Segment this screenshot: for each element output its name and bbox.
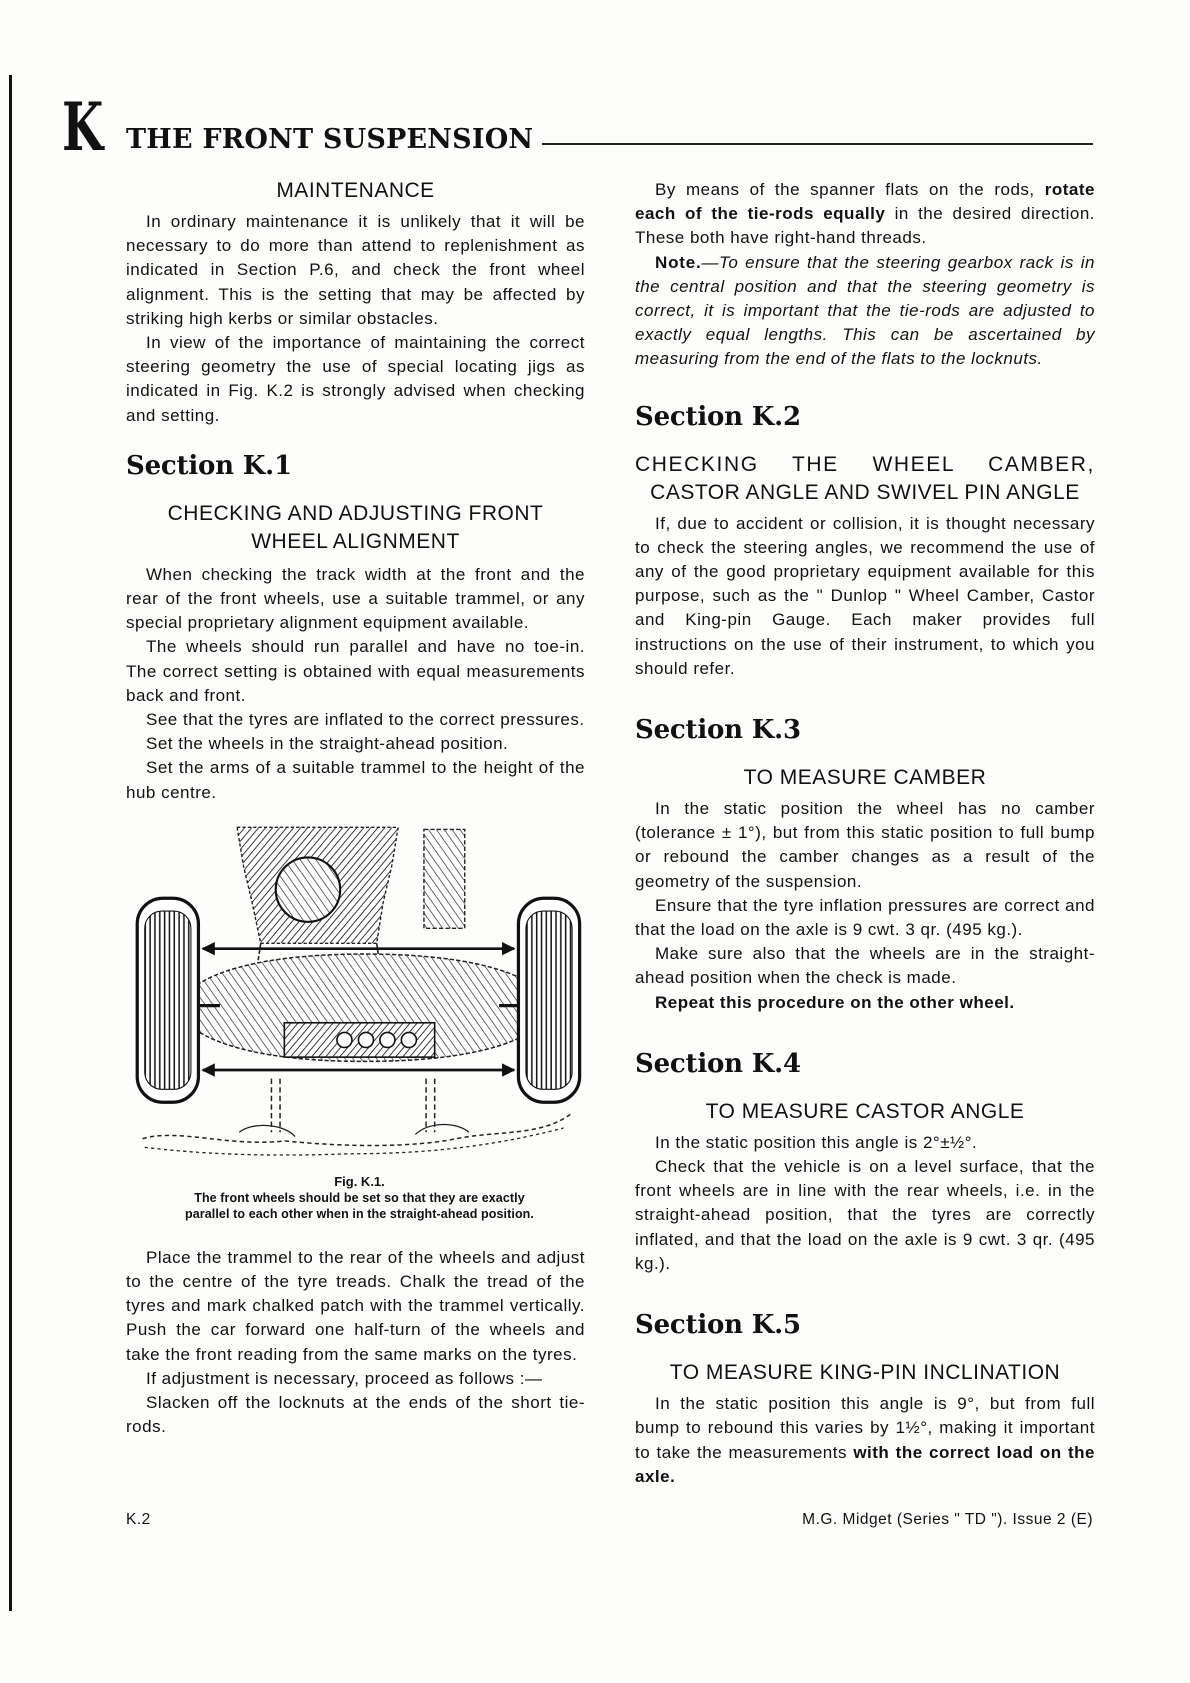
- section-k5-heading: Section K.5: [635, 1310, 801, 1341]
- section-k4-subheading: TO MEASURE CASTOR ANGLE: [705, 1099, 1025, 1123]
- k3-bold-paragraph: Repeat this procedure on the other wheel.: [655, 992, 1015, 1012]
- subheading-line: CASTOR ANGLE AND SWIVEL PIN ANGLE: [650, 480, 1080, 504]
- k3-paragraph: In the static position the wheel has no camber (tolerance ± 1°), but from this static position to full bump or rebound the camber changes as a result of the geometry of the suspension.: [635, 799, 1095, 891]
- subheading-line: CHECKING AND ADJUSTING FRONT: [167, 501, 544, 525]
- bold-text-run: rotate each of the tie-rods equally: [635, 180, 1095, 224]
- front-valance-outline: [143, 1113, 573, 1146]
- text-run: By means of the spanner flats on the rods,: [655, 180, 1045, 199]
- k1-paragraph: See that the tyres are inflated to the correct pressures.: [146, 710, 585, 730]
- note-text: —To ensure that the steering gearbox rack is in the central position and that the steering geometry is correct, it is important that the tie-rods are adjusted to exactly equal lengths. This can be ascertained by measuring from the end of the flats to the locknuts.: [635, 252, 1095, 369]
- bold-text-run: with the correct load on the axle.: [635, 1442, 1095, 1486]
- caption-line: parallel to each other when in the straight-ahead position.: [184, 1206, 534, 1221]
- k1-paragraph: The wheels should run parallel and have no toe-in. The correct setting is obtained with equal measurements back and front.: [126, 637, 585, 705]
- k5-paragraph: [635, 1392, 1095, 1489]
- text-run: In the static position this angle is 9°, but from full bump to rebound this varies by 1½°, making it important to take the measurements: [635, 1394, 1095, 1462]
- k3-paragraph: Ensure that the tyre inflation pressures are correct and that the load on the axle is 9 cwt. 3 qr. (495 kg.).: [635, 895, 1095, 940]
- section-letter: K: [62, 88, 104, 166]
- page-number: K.2: [126, 1511, 151, 1528]
- bolt-hole: [358, 1032, 373, 1047]
- k4-paragraph: Check that the vehicle is on a level surface, that the front wheels are in line with the rear wheels, i.e. in the straight-ahead position, that the tyres are correctly inflated, and that the load on the axle is 9 cwt. 3 qr. (495 kg.).: [635, 1157, 1095, 1273]
- k1-paragraph: Place the trammel to the rear of the wheels and adjust to the centre of the tyre treads. Chalk the tread of the tyres and mark chalked patch with the trammel vertically. Push the car forward one half-turn of the wheels and take the front reading from the same marks on the tyres.: [126, 1247, 585, 1364]
- section-k4-heading: Section K.4: [635, 1048, 801, 1079]
- binding-edge-line: [9, 75, 12, 1611]
- bolt-hole: [380, 1032, 395, 1047]
- right-column: [635, 178, 1095, 1489]
- gear-housing: [276, 857, 340, 921]
- section-k3-subheading: TO MEASURE CAMBER: [743, 766, 987, 790]
- k3-paragraph: Make sure also that the wheels are in the straight-ahead position when the check is made.: [635, 944, 1095, 988]
- tie-rod-paragraph: [635, 178, 1095, 251]
- section-k5-subheading: TO MEASURE KING-PIN INCLINATION: [669, 1361, 1061, 1385]
- k1-paragraph: If adjustment is necessary, proceed as follows :—: [146, 1368, 543, 1388]
- subheading-line: CHECKING THE WHEEL CAMBER,: [635, 452, 1095, 476]
- note-paragraph: [635, 251, 1095, 372]
- front-valance-lower: [145, 1128, 564, 1155]
- k1-paragraph: Set the wheels in the straight-ahead position.: [146, 734, 509, 754]
- k1-paragraph: Slacken off the locknuts at the ends of the short tie-rods.: [126, 1393, 585, 1437]
- k1-paragraph: Set the arms of a suitable trammel to the height of the hub centre.: [126, 758, 585, 802]
- text-run: in the desired direction. These both have right-hand threads.: [635, 204, 1095, 248]
- figure-caption: [134, 1190, 585, 1222]
- bolt-hole: [401, 1032, 416, 1047]
- section-k2-subheading: [635, 451, 1095, 507]
- publication-info: M.G. Midget (Series " TD "). Issue 2 (E): [802, 1511, 1093, 1528]
- page-title: THE FRONT SUSPENSION: [126, 124, 534, 155]
- left-column: [126, 177, 585, 1439]
- right-tyre-tread: [526, 911, 572, 1089]
- section-k1-heading: Section K.1: [126, 450, 292, 481]
- figure-label: Fig. K.1.: [334, 1173, 385, 1189]
- bolt-hole: [337, 1032, 352, 1047]
- maintenance-paragraph: In view of the importance of maintaining the correct steering geometry the use of special locating jigs as indicated in Fig. K.2 is strongly advised when checking and setting.: [126, 333, 585, 425]
- k2-paragraph: If, due to accident or collision, it is thought necessary to check the steering angles, we recommend the use of any of the good proprietary equipment available for this purpose, such as the " Dunlop " Wheel Camber, Castor and King-pin Gauge. Each maker provides full instructions on the use of their instrument, to which you should refer.: [635, 513, 1095, 678]
- k1-paragraph: When checking the track width at the front and the rear of the front wheels, use a suitable trammel, or any special proprietary alignment equipment available.: [126, 564, 585, 633]
- caption-line: The front wheels should be set so that they are exactly: [194, 1190, 525, 1205]
- title-rule: [542, 143, 1093, 145]
- frame-bracket: [424, 829, 465, 928]
- maintenance-paragraph: In ordinary maintenance it is unlikely that it will be necessary to do more than attend to replenishment as indicated in Section P.6, and check the front wheel alignment. This is the setting that may be affected by striking high kerbs or similar obstacles.: [126, 212, 585, 328]
- left-tyre-tread: [145, 911, 191, 1089]
- subheading-line: WHEEL ALIGNMENT: [251, 529, 460, 553]
- note-label: Note.: [655, 252, 702, 272]
- section-k1-subheading: [126, 500, 585, 556]
- section-k2-heading: Section K.2: [635, 401, 801, 432]
- figure-k1: [134, 825, 585, 1222]
- k4-paragraph: In the static position this angle is 2°±½°.: [655, 1132, 978, 1152]
- section-k3-heading: Section K.3: [635, 715, 801, 746]
- front-suspension-diagram: [134, 825, 585, 1169]
- maintenance-heading: MAINTENANCE: [276, 179, 435, 202]
